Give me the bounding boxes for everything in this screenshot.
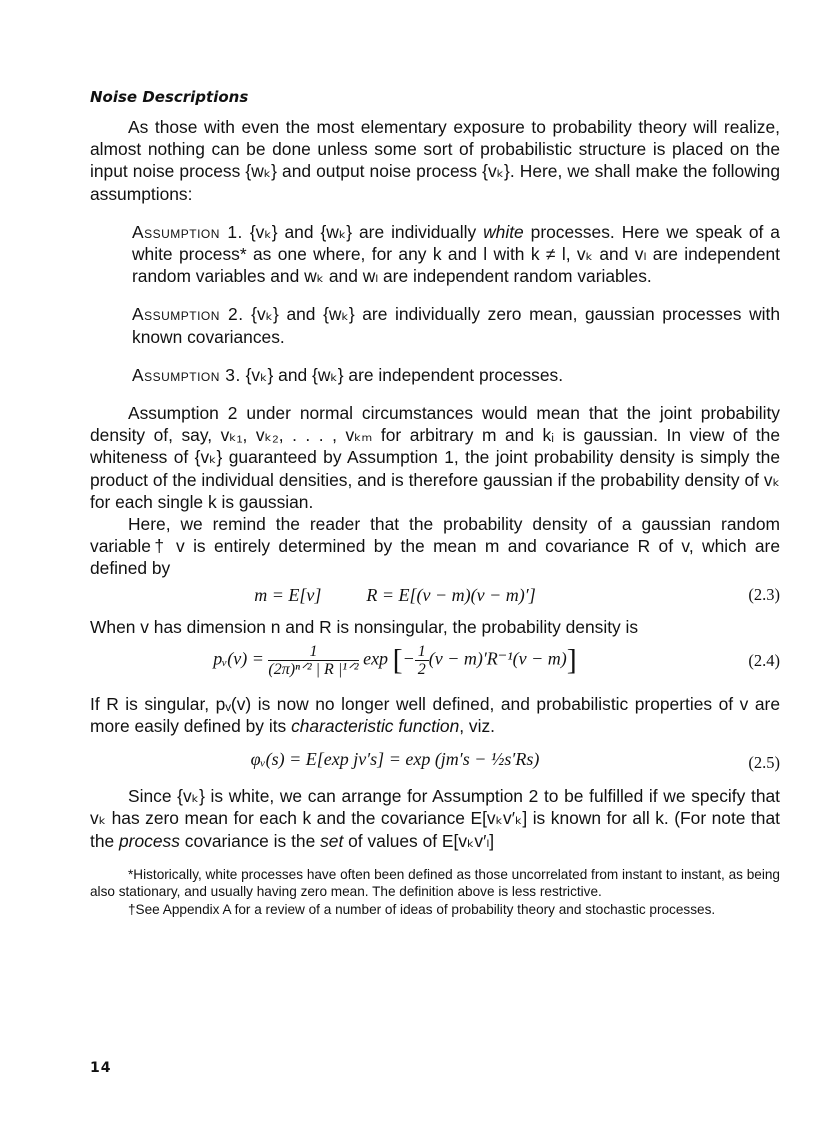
equation-2-4-minus: − xyxy=(402,648,415,669)
equation-2-4-denominator: (2π)ⁿᐟ² | R |¹ᐟ² xyxy=(268,660,359,678)
paragraph-dimension: When v has dimension n and R is nonsingular, the probability density is xyxy=(90,616,639,637)
equation-2-4-inner: (v − m)′R⁻¹(v − m) xyxy=(428,648,567,669)
equation-2-4 xyxy=(90,641,780,685)
paragraph-joint-density: Assumption 2 under normal circumstances would mean that the joint probability density of, say, vₖ₁, vₖ₂, . . . , vₖₘ for arbitrary m and kᵢ is gaussian. In view of the whiteness of {vₖ} guaranteed by Assumption 1, the joint probability density is simply the product of the individual densities, and is therefore gaussian if the probability density of vₖ for each single k is gaussian. xyxy=(90,403,780,512)
equation-2-5-number: (2.5) xyxy=(748,753,780,773)
assumption-3-text: {vₖ} and {wₖ} are independent processes. xyxy=(240,364,564,385)
equation-2-5 xyxy=(90,747,780,777)
paragraph-singular-emphasis: characteristic function xyxy=(291,716,460,737)
assumption-2-text: {vₖ} and {wₖ} are individually zero mean, gaussian processes with known covariances. xyxy=(132,304,780,347)
equation-2-4-number: (2.4) xyxy=(748,650,780,670)
assumption-3-label: Assumption 3. xyxy=(132,364,241,385)
equation-2-4-half xyxy=(415,643,429,678)
paragraph-intro: As those with even the most elementary exposure to probability theory will realize, almost nothing can be done unless some sort of probabilistic structure is placed on the input noise process {wₖ} and output noise process {vₖ}. Here, we shall make the following assumptions: xyxy=(90,117,780,204)
page-content xyxy=(90,88,780,918)
paragraph-singular-post: , viz. xyxy=(459,716,495,737)
assumption-2-label: Assumption 2. xyxy=(132,304,244,325)
right-bracket: ] xyxy=(566,643,577,677)
page-number: 14 xyxy=(90,1060,112,1076)
paragraph-white-a: Since {vₖ} is white, we can arrange for Assumption 2 to be fulfilled if we specify that vₖ has zero mean for each k and the covariance E[vₖv′ₖ] is known for all k. (For note that the xyxy=(90,786,780,851)
footnote-white-process: *Historically, white processes have often been defined as those uncorrelated from instant to instant, as being also stationary, and usually having zero mean. The definition above is less restrictive. xyxy=(90,866,780,900)
equation-2-4-lhs: pᵥ(v) = xyxy=(213,648,269,669)
equation-2-4-half-bottom: 2 xyxy=(417,660,426,678)
equation-2-3-body: m = E[v] R = E[(v − m)(v − m)′] xyxy=(254,584,536,605)
equation-2-4-exp: exp xyxy=(358,648,393,669)
footnote-appendix: †See Appendix A for a review of a number of ideas of probability theory and stochastic processes. xyxy=(128,901,716,917)
paragraph-white-em1: process xyxy=(119,830,180,851)
assumption-1 xyxy=(132,221,780,288)
equation-2-3 xyxy=(90,583,780,613)
section-title: Noise Descriptions xyxy=(90,88,249,106)
equation-2-5-body: φᵥ(s) = E[exp jv′s] = exp (jm′s − ½s′Rs) xyxy=(250,749,540,770)
assumption-1-post: processes. Here we speak of a white process* as one where, for any k and l with k ≠ l, vₖ and vₗ are independent random variables and wₖ and wₗ are independent random variables. xyxy=(132,221,780,287)
assumption-3 xyxy=(132,364,780,386)
footnotes xyxy=(90,866,780,919)
assumption-1-pre: {vₖ} and {wₖ} are individually xyxy=(242,221,484,242)
equation-2-4-half-top: 1 xyxy=(415,643,429,661)
paragraph-white-b: covariance is the xyxy=(179,830,321,851)
equation-2-4-fraction xyxy=(268,643,358,678)
paragraph-singular xyxy=(90,693,780,737)
paragraph-white-covariance xyxy=(90,785,780,852)
equation-2-4-body xyxy=(90,643,700,678)
assumption-2 xyxy=(132,303,780,347)
paragraph-white-em2: set xyxy=(320,830,344,851)
assumption-1-emphasis: white xyxy=(483,221,524,242)
equation-2-3-number: (2.3) xyxy=(748,584,780,604)
paragraph-singular-pre: If R is singular, pᵥ(v) is now no longer well defined, and probabilistic properties of v are more easily defined by its xyxy=(90,693,780,737)
paragraph-gaussian-reminder: Here, we remind the reader that the probability density of a gaussian random variable† v is entirely determined by the mean m and covariance R of v, which are defined by xyxy=(90,514,780,579)
equation-2-4-numerator: 1 xyxy=(268,643,358,661)
assumption-1-label: Assumption 1. xyxy=(132,221,243,242)
paragraph-white-c: of values of E[vₖv′ₗ] xyxy=(343,830,495,851)
left-bracket: [ xyxy=(392,643,403,677)
